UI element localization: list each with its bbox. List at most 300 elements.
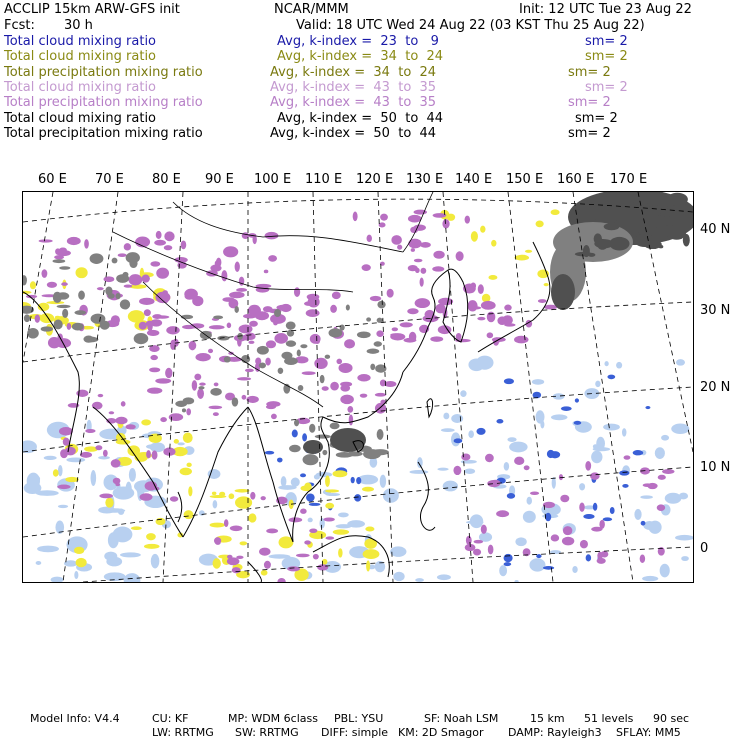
low-cloud-patch (622, 428, 626, 437)
cloud-yellow-patch (338, 548, 343, 557)
cloud-purple-patch (640, 555, 645, 563)
cloud-purple-patch (56, 250, 70, 256)
footer-item: 51 levels (584, 712, 634, 725)
cloud-purple-patch (487, 312, 496, 323)
init-time: Init: 12 UTC Tue 23 Aug 22 (519, 2, 692, 17)
cloud-purple-patch (264, 561, 271, 569)
cloud-yellow-patch (65, 477, 79, 482)
cloud-purple-patch (221, 270, 227, 281)
low-cloud-patch (146, 444, 164, 449)
cloud-gray-patch (346, 305, 350, 311)
cloud-purple-patch (170, 496, 178, 501)
cloud-purple-patch (128, 274, 142, 285)
cloud-purple-patch (111, 315, 120, 325)
cloud-purple-patch (155, 292, 170, 303)
cloud-blue-patch (622, 484, 628, 488)
cloud-purple-patch (255, 311, 269, 320)
cloud-purple-patch (514, 457, 524, 465)
field-name: Total cloud mixing ratio (4, 79, 157, 95)
cloud-blue-patch (545, 513, 551, 522)
cloud-purple-patch (456, 333, 462, 340)
map-panel (22, 191, 694, 583)
cloud-purple-patch (314, 358, 327, 369)
cloud-yellow-patch (240, 541, 248, 545)
cloud-purple-patch (296, 554, 310, 558)
cloud-purple-patch (169, 413, 183, 421)
cloud-purple-patch (306, 309, 320, 317)
cloud-purple-patch (249, 321, 258, 327)
grid-lon-130 (443, 192, 473, 582)
cloud-yellow-patch (480, 226, 485, 233)
cloud-blue-patch (593, 503, 597, 511)
cloud-gray-patch (357, 331, 371, 338)
cloud-gray-patch (126, 252, 140, 263)
low-cloud-patch (113, 486, 135, 499)
cloud-purple-patch (194, 374, 201, 381)
cloud-yellow-patch (212, 492, 217, 495)
lon-label: 70 E (95, 172, 124, 187)
low-cloud-patch (681, 556, 689, 561)
cloud-purple-patch (208, 349, 213, 353)
low-cloud-patch (470, 514, 483, 528)
cloud-purple-patch (370, 296, 381, 301)
cloud-purple-patch (504, 323, 515, 326)
cloud-purple-patch (181, 240, 187, 249)
cloud-purple-patch (530, 492, 539, 496)
cloud-purple-patch (514, 336, 528, 344)
cloud-purple-patch (442, 219, 449, 228)
low-cloud-patch (464, 468, 475, 474)
low-cloud-patch (504, 462, 509, 471)
low-cloud-patch (27, 473, 40, 490)
cloud-purple-patch (353, 212, 358, 222)
cloud-purple-patch (152, 450, 158, 459)
low-cloud-patch (44, 456, 57, 460)
cloud-gray-patch (377, 301, 385, 309)
cloud-purple-patch (166, 326, 180, 334)
cloud-gray-patch (257, 346, 269, 355)
cloud-purple-patch (60, 449, 68, 458)
grid-lon-120 (378, 192, 393, 582)
cloud-blue-patch (641, 521, 646, 526)
cloud-purple-patch (453, 466, 461, 475)
cloud-purple-patch (111, 459, 121, 468)
cloud-purple-patch (209, 406, 223, 409)
low-cloud-patch (409, 470, 428, 474)
low-cloud-patch (572, 566, 577, 573)
low-cloud-patch (103, 508, 125, 512)
cloud-gray-patch (366, 317, 371, 321)
cloud-purple-patch (227, 557, 240, 565)
low-cloud-patch (655, 447, 665, 459)
cloud-purple-patch (414, 259, 423, 262)
cloud-purple-patch (323, 517, 334, 521)
low-cloud-patch (604, 361, 608, 366)
low-cloud-patch (675, 535, 693, 541)
cloud-yellow-patch (186, 463, 191, 467)
lon-label: 60 E (38, 172, 67, 187)
low-cloud-patch (113, 527, 133, 543)
cloud-gray-patch (603, 219, 618, 223)
cloud-blue-patch (619, 470, 629, 475)
cloud-fields-layer (23, 192, 693, 582)
cloud-purple-patch (57, 485, 70, 490)
cloud-gray-patch (309, 424, 315, 433)
cloud-purple-patch (154, 240, 166, 246)
cloud-purple-patch (481, 301, 496, 310)
low-cloud-patch (640, 495, 653, 499)
cloud-purple-patch (264, 270, 269, 274)
cloud-gray-patch (367, 349, 380, 354)
cloud-purple-patch (164, 231, 174, 241)
footer-item: Model Info: V4.4 (30, 712, 120, 725)
cloud-purple-patch (408, 265, 418, 271)
cloud-blue-patch (277, 458, 283, 463)
low-cloud-patch (383, 488, 399, 503)
cloud-purple-patch (375, 393, 386, 397)
cloud-purple-patch (465, 216, 470, 224)
low-cloud-patch (415, 578, 424, 582)
lon-label: 150 E (506, 172, 544, 187)
cloud-purple-patch (662, 469, 674, 474)
cloud-purple-patch (214, 382, 219, 386)
cloud-yellow-patch (144, 544, 160, 549)
cloud-blue-patch (292, 430, 298, 438)
cloud-blue-patch (306, 493, 315, 501)
field-smoothing: sm= 2 (585, 49, 628, 65)
cloud-purple-patch (118, 253, 127, 257)
cloud-gray-patch (74, 310, 86, 315)
cloud-purple-patch (103, 450, 108, 457)
footer-item: SF: Noah LSM (424, 712, 499, 725)
cloud-gray-patch (286, 340, 296, 346)
cloud-purple-patch (213, 412, 219, 416)
cloud-yellow-patch (333, 529, 349, 534)
cloud-yellow-patch (235, 496, 252, 508)
cloud-gray-patch (325, 355, 330, 359)
low-cloud-patch (634, 509, 641, 520)
low-cloud-patch (603, 424, 620, 431)
cloud-purple-patch (481, 525, 487, 534)
cloud-purple-patch (214, 537, 221, 544)
low-cloud-patch (98, 456, 110, 459)
footer-item: KM: 2D Smagor (398, 726, 484, 739)
low-cloud-patch (593, 447, 610, 451)
cloud-purple-patch (336, 359, 342, 364)
cloud-gray-patch (294, 419, 299, 426)
cloud-gray-patch (289, 445, 301, 452)
low-cloud-patch (499, 565, 507, 576)
cloud-purple-patch (274, 333, 288, 344)
cloud-gray-patch (72, 323, 84, 331)
cloud-purple-patch (647, 483, 657, 489)
cloud-purple-patch (156, 268, 169, 279)
cloud-purple-patch (400, 322, 413, 327)
lat-label: 20 N (700, 380, 731, 395)
low-cloud-patch (91, 470, 97, 486)
fcst-label: Fcst: (4, 18, 35, 33)
cloud-gray-patch (347, 451, 363, 456)
cloud-gray-patch (182, 408, 186, 412)
footer-item: LW: RRTMG (152, 726, 214, 739)
cloud-blue-patch (610, 507, 615, 514)
low-cloud-patch (676, 359, 685, 366)
cloud-purple-patch (92, 402, 103, 410)
cloud-purple-patch (585, 461, 591, 471)
cloud-gray-patch (112, 258, 118, 264)
cloud-blue-patch (504, 554, 513, 562)
cloud-purple-patch (409, 332, 416, 342)
cloud-yellow-patch (362, 487, 374, 492)
cloud-gray-patch (303, 454, 319, 465)
cloud-gray-patch (370, 364, 375, 370)
cloud-purple-patch (41, 269, 47, 278)
cloud-purple-patch (165, 368, 172, 378)
low-cloud-patch (58, 505, 68, 508)
cloud-blue-patch (351, 477, 355, 483)
cloud-purple-patch (357, 374, 370, 382)
cloud-purple-patch (266, 405, 276, 409)
field-smoothing: sm= 2 (585, 79, 628, 95)
field-avg-range: Avg, k-index = 43 to 35 (270, 95, 437, 111)
cloud-purple-patch (63, 438, 70, 446)
low-cloud-patch (532, 379, 544, 385)
cloud-purple-patch (430, 336, 443, 341)
footer-item: 90 sec (653, 712, 690, 725)
cloud-purple-patch (551, 534, 559, 541)
cloud-blue-patch (504, 562, 512, 566)
low-cloud-patch (642, 576, 658, 581)
cloud-purple-patch (390, 333, 400, 336)
cloud-purple-patch (657, 504, 665, 511)
cloud-gray-patch (115, 293, 120, 299)
cloud-yellow-patch (525, 250, 532, 253)
low-cloud-patch (661, 435, 669, 441)
cloud-purple-patch (330, 305, 337, 313)
cloud-gray-patch (59, 266, 70, 269)
cloud-purple-patch (268, 255, 277, 262)
cloud-purple-patch (227, 323, 232, 329)
cloud-purple-patch (415, 298, 430, 308)
cloud-purple-patch (538, 299, 547, 303)
cloud-purple-patch (98, 394, 104, 397)
cloud-purple-patch (362, 264, 371, 271)
cloud-purple-patch (235, 262, 240, 272)
cloud-yellow-patch (491, 240, 496, 247)
cloud-purple-patch (95, 445, 102, 450)
cloud-purple-patch (232, 567, 241, 573)
cloud-gray-patch (300, 344, 307, 348)
cloud-gray-patch (232, 397, 239, 406)
footer-item: DAMP: Rayleigh3 (508, 726, 602, 739)
cloud-gray-patch (83, 336, 93, 343)
cloud-purple-patch (248, 341, 254, 344)
cloud-purple-patch (67, 237, 81, 245)
cloud-blue-patch (504, 378, 514, 384)
cloud-purple-patch (236, 288, 247, 292)
cloud-yellow-patch (210, 495, 227, 498)
cloud-purple-patch (195, 353, 210, 361)
cloud-purple-patch (47, 282, 57, 288)
cloud-yellow-patch (213, 558, 221, 569)
low-cloud-patch (461, 460, 477, 464)
cloud-purple-patch (438, 298, 453, 305)
footer-item: DIFF: simple (321, 726, 389, 739)
lat-label: 40 N (700, 222, 731, 237)
cloud-purple-patch (109, 411, 114, 414)
cloud-yellow-patch (544, 283, 549, 286)
cloud-purple-patch (142, 275, 150, 283)
cloud-purple-patch (432, 266, 444, 271)
cloud-gray-patch (100, 321, 110, 330)
low-cloud-patch (36, 561, 42, 565)
cloud-gray-patch (377, 429, 384, 440)
cloud-yellow-patch (174, 439, 179, 444)
cloud-gray-patch (198, 386, 204, 389)
cloud-gray-patch (62, 309, 68, 318)
cloud-gray-patch (224, 356, 231, 362)
cloud-gray-patch (315, 434, 331, 438)
low-cloud-patch (649, 521, 662, 534)
low-cloud-patch (515, 537, 526, 546)
low-cloud-patch (551, 414, 568, 420)
low-cloud-patch (278, 485, 296, 490)
low-cloud-patch (468, 358, 484, 371)
cloud-purple-patch (230, 526, 243, 532)
cloud-purple-patch (497, 316, 507, 325)
cloud-purple-patch (97, 287, 104, 290)
cloud-purple-patch (147, 387, 162, 393)
cloud-yellow-patch (517, 255, 528, 260)
cloud-purple-patch (466, 536, 472, 545)
cloud-purple-patch (124, 243, 131, 250)
cloud-purple-patch (222, 297, 234, 302)
cloud-gray-patch (638, 228, 646, 236)
low-cloud-patch (314, 474, 320, 479)
cloud-gray-patch (320, 375, 325, 383)
cloud-gray-patch (78, 290, 85, 299)
cloud-purple-patch (277, 578, 285, 582)
model-title: ACCLIP 15km ARW-GFS init (4, 2, 180, 17)
field-avg-range: Avg, k-index = 34 to 24 (270, 64, 437, 80)
cloud-purple-patch (224, 519, 228, 527)
cloud-purple-patch (601, 551, 609, 558)
cloud-purple-patch (375, 403, 386, 414)
cloud-yellow-patch (333, 470, 348, 477)
cloud-blue-patch (476, 428, 485, 435)
cloud-purple-patch (469, 306, 481, 309)
cloud-gray-patch (57, 305, 71, 308)
cloud-purple-patch (215, 260, 220, 266)
cloud-purple-patch (223, 246, 238, 257)
low-cloud-patch (443, 481, 458, 492)
cloud-yellow-patch (128, 310, 145, 322)
cloud-purple-patch (456, 251, 464, 261)
cloud-purple-patch (624, 455, 631, 459)
cloud-purple-patch (245, 369, 254, 373)
low-cloud-patch (325, 493, 340, 496)
low-cloud-patch (509, 442, 527, 453)
cloud-purple-patch (189, 341, 197, 350)
cloud-purple-patch (313, 554, 319, 560)
cloud-blue-patch (454, 438, 463, 443)
cloud-purple-patch (300, 508, 307, 513)
cloud-gray-patch (259, 362, 266, 368)
low-cloud-patch (527, 497, 532, 505)
cloud-purple-patch (155, 378, 171, 383)
cloud-purple-patch (289, 517, 303, 522)
cloud-purple-patch (307, 294, 320, 300)
grid-lon-80 (63, 192, 118, 582)
cloud-purple-patch (384, 381, 396, 387)
cloud-purple-patch (474, 540, 484, 544)
cloud-yellow-patch (53, 469, 59, 476)
cloud-purple-patch (186, 408, 191, 415)
cloud-purple-patch (39, 239, 53, 242)
cloud-blue-patch (309, 503, 321, 506)
cloud-gray-patch (374, 341, 382, 346)
low-cloud-patch (338, 512, 349, 517)
cloud-gray-patch (278, 368, 284, 374)
cloud-yellow-patch (229, 493, 235, 499)
cloud-purple-patch (420, 278, 424, 287)
cloud-purple-patch (124, 285, 133, 288)
cloud-blue-patch (561, 406, 572, 411)
grid-lat-30 (23, 302, 693, 362)
cloud-yellow-patch (141, 419, 151, 425)
cloud-purple-patch (413, 225, 425, 231)
cloud-purple-patch (84, 239, 89, 249)
cloud-yellow-patch (40, 313, 55, 323)
cloud-blue-patch (575, 398, 579, 402)
cloud-yellow-patch (188, 486, 192, 496)
cloud-blue-patch (507, 493, 515, 499)
cloud-blue-patch (356, 477, 361, 484)
cloud-yellow-patch (471, 231, 478, 242)
cloud-purple-patch (524, 465, 530, 470)
cloud-purple-patch (156, 231, 162, 239)
low-cloud-patch (451, 414, 463, 423)
cloud-purple-patch (273, 321, 278, 325)
cloud-blue-patch (583, 514, 594, 519)
cloud-purple-patch (140, 493, 153, 501)
low-cloud-patch (120, 552, 141, 557)
cloud-purple-patch (259, 548, 270, 556)
cloud-purple-patch (485, 454, 494, 462)
cloud-purple-patch (340, 395, 354, 404)
field-smoothing: sm= 2 (585, 34, 628, 49)
cloud-purple-patch (150, 355, 158, 360)
cloud-purple-patch (658, 475, 666, 480)
field-smoothing: sm= 2 (568, 125, 611, 141)
cloud-gray-patch (371, 449, 389, 455)
cloud-gray-patch (667, 206, 681, 210)
cloud-purple-patch (420, 242, 431, 248)
field-avg-range: Avg, k-index = 50 to 44 (270, 125, 437, 141)
cloud-yellow-patch (235, 489, 250, 493)
cloud-blue-patch (265, 451, 275, 455)
cloud-purple-patch (271, 414, 277, 419)
low-cloud-patch (579, 483, 585, 490)
footer-item: MP: WDM 6class (228, 712, 318, 725)
cloud-purple-patch (433, 213, 447, 218)
cloud-yellow-patch (146, 533, 156, 540)
cloud-yellow-patch (183, 432, 193, 443)
cloud-yellow-patch (447, 214, 455, 221)
cloud-purple-patch (391, 235, 402, 245)
footer-item: SW: RRTMG (235, 726, 299, 739)
cloud-purple-patch (85, 429, 95, 433)
